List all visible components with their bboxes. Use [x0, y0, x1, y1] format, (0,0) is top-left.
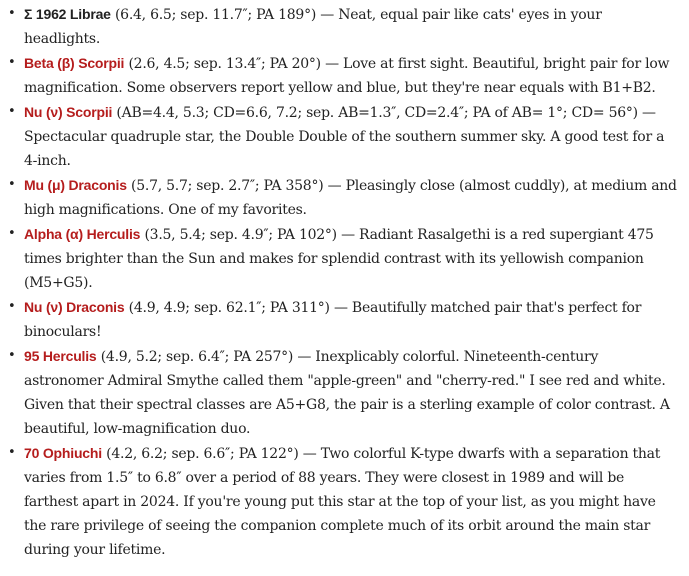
bullet-icon: •	[8, 445, 16, 460]
bullet-icon: •	[8, 104, 16, 119]
list-item-nu-scorpii	[6, 100, 679, 173]
star-description: (6.4, 6.5; sep. 11.7″; PA 189°) — Neat, equal pair like cats' eyes in your headlights.	[24, 7, 602, 47]
bullet-icon: •	[8, 55, 16, 70]
bullet-icon: •	[8, 299, 16, 314]
star-description: (3.5, 5.4; sep. 4.9″; PA 102°) — Radiant Rasalgethi is a red supergiant 475 times brighter than the Sun and makes for splendid contrast with its yellowish companion (M5+G5).	[24, 227, 654, 291]
bullet-icon: •	[8, 348, 16, 363]
bullet-icon: •	[8, 6, 16, 21]
list-item-alpha-herculis	[6, 222, 679, 295]
list-item-mu-draconis	[6, 173, 679, 222]
star-name-link[interactable]: 70 Ophiuchi	[24, 445, 102, 461]
list-item-70-ophiuchi	[6, 441, 679, 562]
star-name-link[interactable]: Alpha (α) Herculis	[24, 226, 141, 242]
list-item-sigma-1962-librae	[6, 2, 679, 51]
star-description: (4.9, 4.9; sep. 62.1″; PA 311°) — Beautifully matched pair that's perfect for binoculars!	[24, 300, 642, 340]
bullet-icon: •	[8, 177, 16, 192]
bullet-icon: •	[8, 226, 16, 241]
star-name-link[interactable]: Beta (β) Scorpii	[24, 55, 125, 71]
list-item-beta-scorpii	[6, 51, 679, 100]
star-description: (AB=4.4, 5.3; CD=6.6, 7.2; sep. AB=1.3″, CD=2.4″; PA of AB= 1°; CD= 56°) — Spectacular quadruple star, the Double Double of the southern summer sky. A good test for a 4-inch.	[24, 105, 665, 169]
star-description: (5.7, 5.7; sep. 2.7″; PA 358°) — Pleasingly close (almost cuddly), at medium and high magnifications. One of my favorites.	[24, 178, 677, 218]
list-item-nu-draconis	[6, 295, 679, 344]
star-description: (4.2, 6.2; sep. 6.6″; PA 122°) — Two colorful K-type dwarfs with a separation that varies from 1.5″ to 6.8″ over a period of 88 years. They were closest in 1989 and will be farthest apart in 2024. If you're young put this star at the top of your list, as you might have the rare privilege of seeing the companion complete much of its orbit around the main star during your lifetime.	[24, 446, 661, 558]
star-description: (4.9, 5.2; sep. 6.4″; PA 257°) — Inexplicably colorful. Nineteenth-century astronomer Admiral Smythe called them "apple-green" and "cherry-red." I see red and white. Given that their spectral classes are A5+G8, the pair is a sterling example of color contrast. A beautiful, low-magnification duo.	[24, 349, 670, 437]
star-description: (2.6, 4.5; sep. 13.4″; PA 20°) — Love at first sight. Beautiful, bright pair for low magnification. Some observers report yellow and blue, but they're near equals with B1+B2.	[24, 56, 670, 96]
list-item-95-herculis	[6, 344, 679, 441]
star-name-link[interactable]: Mu (μ) Draconis	[24, 177, 127, 193]
star-name-link[interactable]: Nu (ν) Draconis	[24, 299, 125, 315]
star-name-link[interactable]: Nu (ν) Scorpii	[24, 104, 113, 120]
star-name: Σ 1962 Librae	[24, 6, 111, 22]
star-name-link[interactable]: 95 Herculis	[24, 348, 97, 364]
